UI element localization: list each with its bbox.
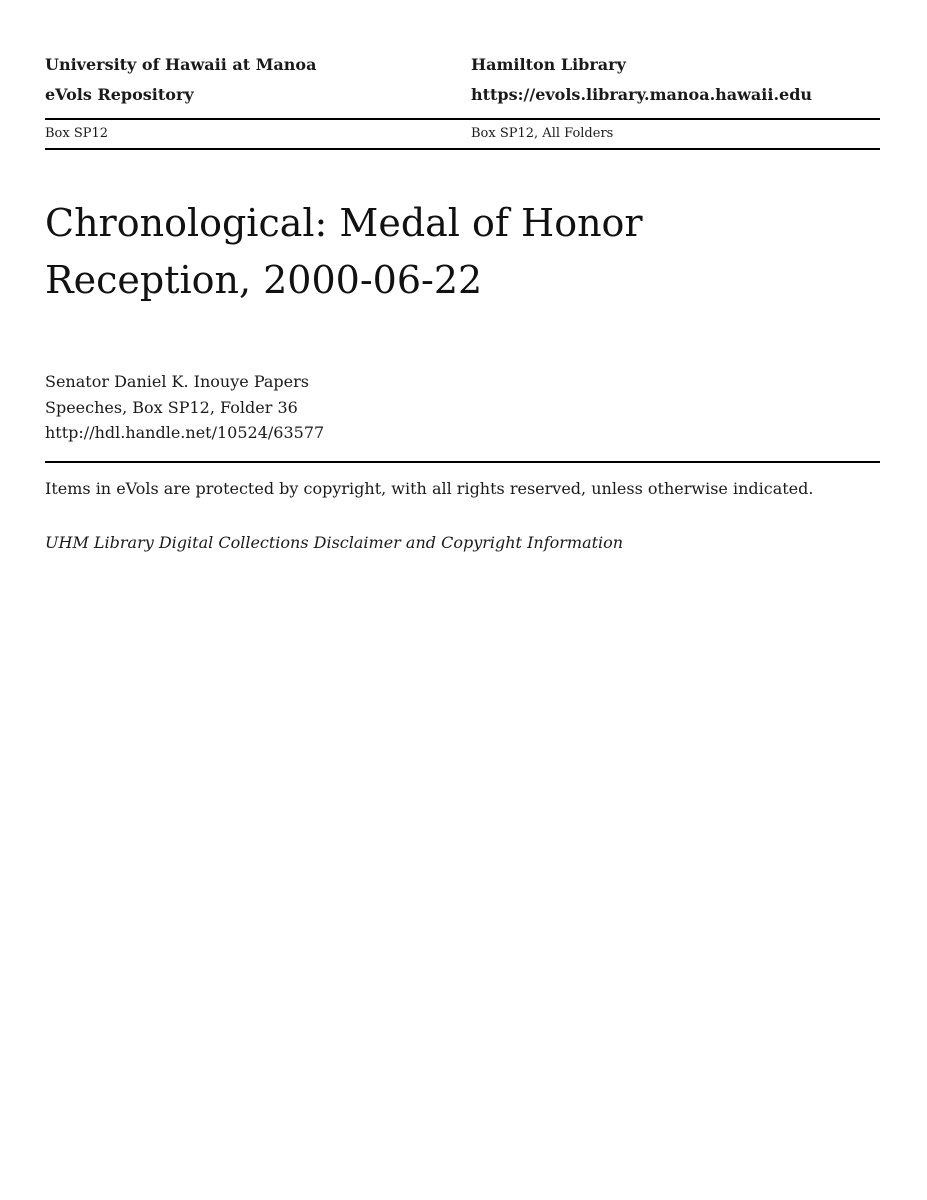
- page-title-line1: Chronological: Medal of Honor: [45, 201, 643, 245]
- copyright-notice: Items in eVols are protected by copyright, with all rights reserved, unless otherwise indicated.: [45, 478, 814, 498]
- page-header: [45, 50, 880, 150]
- page-title-line2: Reception, 2000-06-22: [45, 258, 483, 302]
- box-label: Box SP12: [45, 126, 109, 141]
- item-location: Speeches, Box SP12, Folder 36: [45, 397, 298, 417]
- header-bottom-rule: [45, 148, 880, 150]
- collection-name: Senator Daniel K. Inouye Papers: [45, 372, 309, 391]
- library-name: Hamilton Library: [471, 55, 626, 74]
- header-right-column: [471, 50, 880, 110]
- handle-url-link[interactable]: http://hdl.handle.net/10524/63577: [45, 423, 325, 442]
- header-sub-row: [45, 120, 880, 148]
- footer-divider-rule: [45, 461, 880, 463]
- page-title: [45, 195, 880, 309]
- item-metadata: [45, 369, 880, 446]
- page-content: [0, 0, 927, 555]
- repository-url[interactable]: https://evols.library.manoa.hawaii.edu: [471, 85, 813, 104]
- disclaimer-copyright-link[interactable]: UHM Library Digital Collections Disclaimer and Copyright Information: [45, 532, 624, 552]
- header-left-column: [45, 50, 471, 110]
- header-top-row: [45, 50, 880, 110]
- box-scope: Box SP12, All Folders: [471, 126, 614, 141]
- institution-name: University of Hawaii at Manoa: [45, 55, 317, 74]
- repository-name: eVols Repository: [45, 85, 194, 104]
